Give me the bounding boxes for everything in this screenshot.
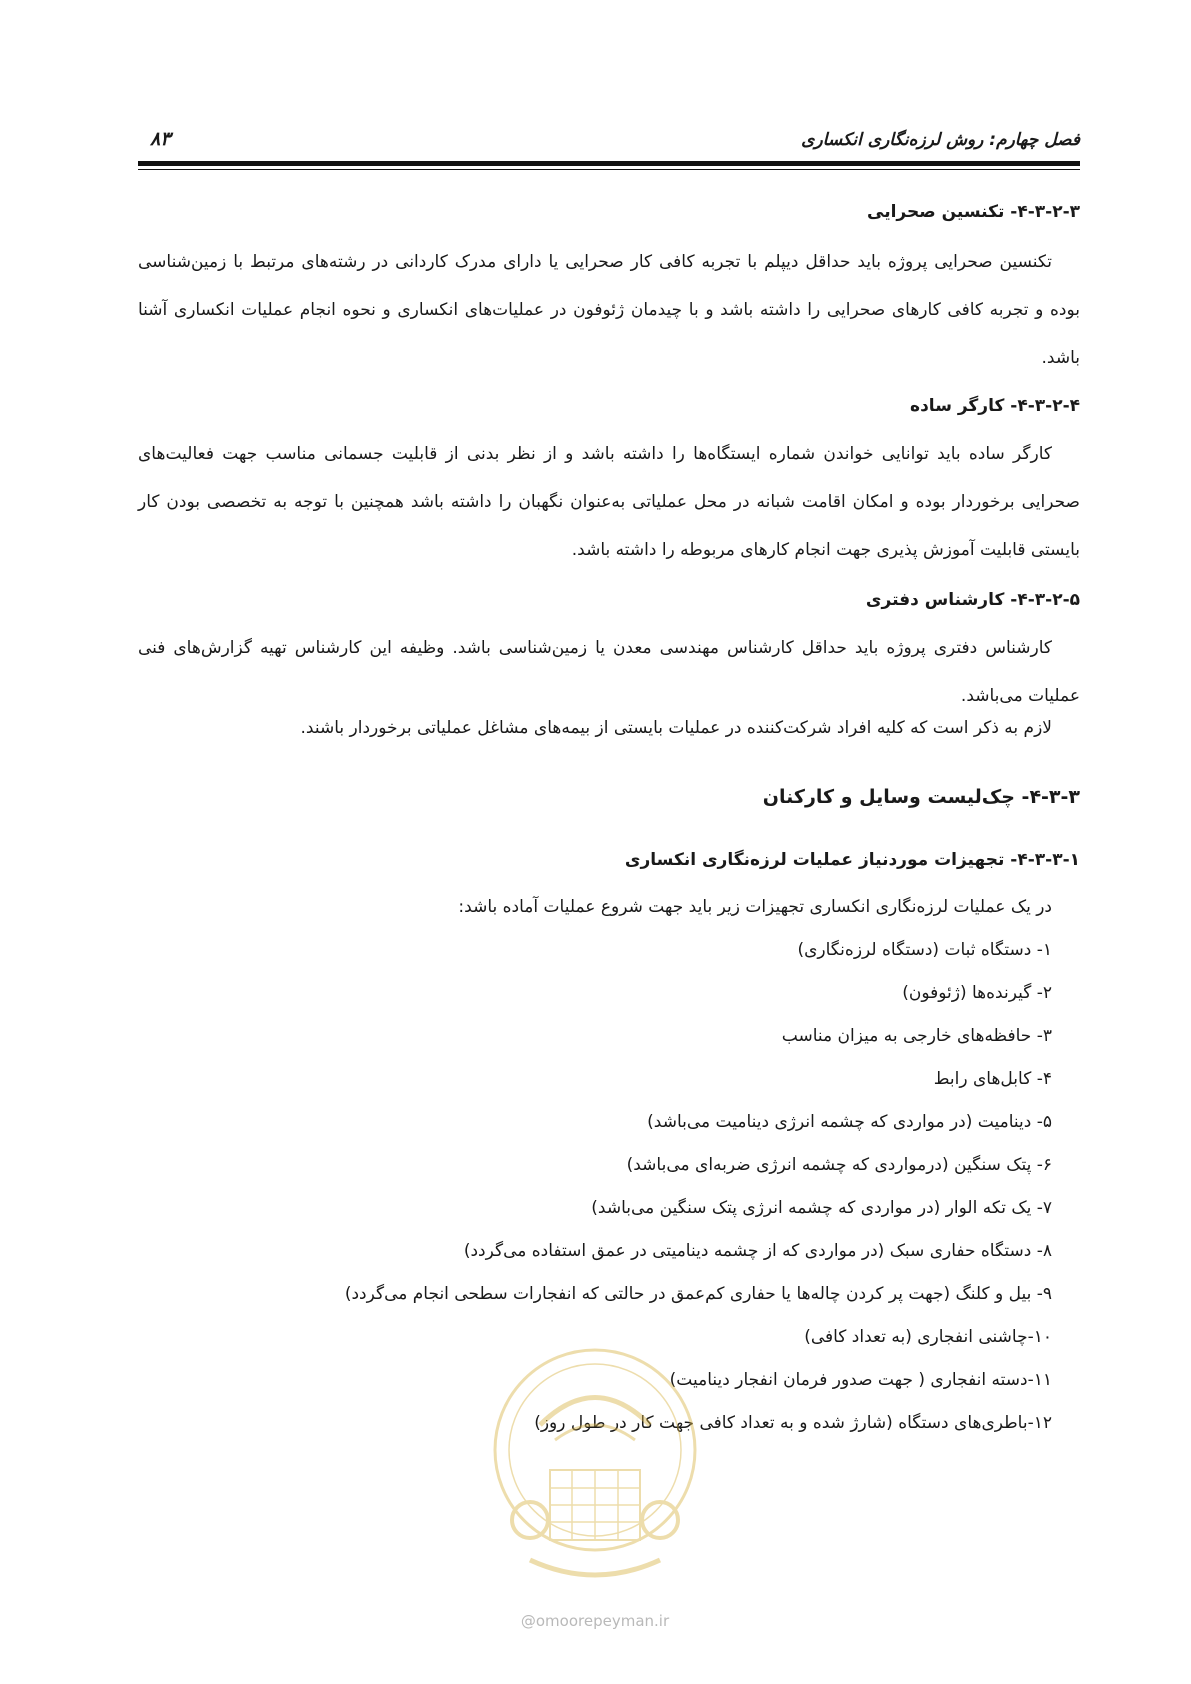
chapter-title: فصل چهارم: روش لرزه‌نگاری انکساری bbox=[801, 130, 1080, 150]
page-number: ۸۳ bbox=[150, 128, 171, 150]
watermark-caption: @omoorepeyman.ir bbox=[520, 1612, 670, 1630]
section-heading-office-expert: ۴-۳-۲-۵- کارشناس دفتری bbox=[865, 590, 1080, 610]
list-item: ۲- گیرنده‌ها (ژئوفون) bbox=[902, 983, 1052, 1003]
list-item: ۹- بیل و کلنگ (جهت پر کردن چاله‌ها یا حفاری کم‌عمق در حالتی که انفجارات سطحی انجام می‌گردد) bbox=[344, 1284, 1052, 1304]
list-item: ۴- کابل‌های رابط bbox=[933, 1069, 1052, 1089]
paragraph-field-technician: تکنسین صحرایی پروژه باید حداقل دیپلم با تجربه کافی کار صحرایی یا دارای مدرک کاردانی در رشته‌های مرتبط با زمین‌شناسی بوده و تجربه کافی کارهای صحرایی را داشته باشد و با چیدمان ژئوفون در عملیات‌های انکساری و نحوه انجام عملیات انکساری آشنا باشد. bbox=[138, 252, 1080, 368]
section-heading-checklist: ۴-۳-۳- چک‌لیست وسایل و کارکنان bbox=[762, 786, 1080, 808]
section-heading-field-technician: ۴-۳-۲-۳- تکنسین صحرایی bbox=[867, 202, 1080, 222]
list-item: ۶- پتک سنگین (درمواردی که چشمه انرژی ضربه‌ای می‌باشد) bbox=[626, 1155, 1052, 1175]
list-item: ۸- دستگاه حفاری سبک (در مواردی که از چشمه دینامیتی در عمق استفاده می‌گردد) bbox=[463, 1241, 1052, 1261]
list-item: ۳- حافظه‌های خارجی به میزان مناسب bbox=[781, 1026, 1052, 1046]
header-rule-thin bbox=[138, 169, 1080, 170]
list-item: ۷- یک تکه الوار (در مواردی که چشمه انرژی پتک سنگین می‌باشد) bbox=[591, 1198, 1052, 1218]
paragraph-equipment-intro: در یک عملیات لرزه‌نگاری انکساری تجهیزات زیر باید جهت شروع عملیات آماده باشد: bbox=[458, 897, 1052, 917]
watermark-seal-icon bbox=[470, 1330, 720, 1610]
list-item: ۱- دستگاه ثبات (دستگاه لرزه‌نگاری) bbox=[797, 940, 1052, 960]
list-item: ۱۲-باطری‌های دستگاه (شارژ شده و به تعداد کافی جهت کار در طول روز) bbox=[534, 1413, 1052, 1433]
running-header bbox=[138, 124, 1080, 160]
header-rule-thick bbox=[138, 161, 1080, 166]
list-item: ۱۱-دسته انفجاری ( جهت صدور فرمان انفجار دینامیت) bbox=[669, 1370, 1052, 1390]
paragraph-insurance-note: لازم به ذکر است که کلیه افراد شرکت‌کننده در عملیات بایستی از بیمه‌های مشاغل عملیاتی برخوردار باشند. bbox=[300, 718, 1052, 738]
section-heading-simple-worker: ۴-۳-۲-۴- کارگر ساده bbox=[910, 396, 1080, 416]
section-heading-equipment: ۴-۳-۳-۱- تجهیزات موردنیاز عملیات لرزه‌نگاری انکساری bbox=[624, 850, 1080, 870]
list-item: ۵- دینامیت (در مواردی که چشمه انرژی دینامیت می‌باشد) bbox=[647, 1112, 1052, 1132]
list-item: ۱۰-چاشنی انفجاری (به تعداد کافی) bbox=[804, 1327, 1052, 1347]
paragraph-simple-worker: کارگر ساده باید توانایی خواندن شماره ایستگاه‌ها را داشته باشد و از نظر بدنی از قابلیت جسمانی مناسب جهت فعالیت‌های صحرایی برخوردار بوده و امکان اقامت شبانه در محل عملیاتی به‌عنوان نگهبان را داشته باشد همچنین با توجه به تخصصی بودن کار بایستی قابلیت آموزش پذیری جهت انجام کارهای مربوطه را داشته باشد. bbox=[138, 444, 1080, 560]
paragraph-office-expert: کارشناس دفتری پروژه باید حداقل کارشناس مهندسی معدن یا زمین‌شناسی باشد. وظیفه این کارشناس تهیه گزارش‌های فنی عملیات می‌باشد. bbox=[138, 638, 1080, 706]
